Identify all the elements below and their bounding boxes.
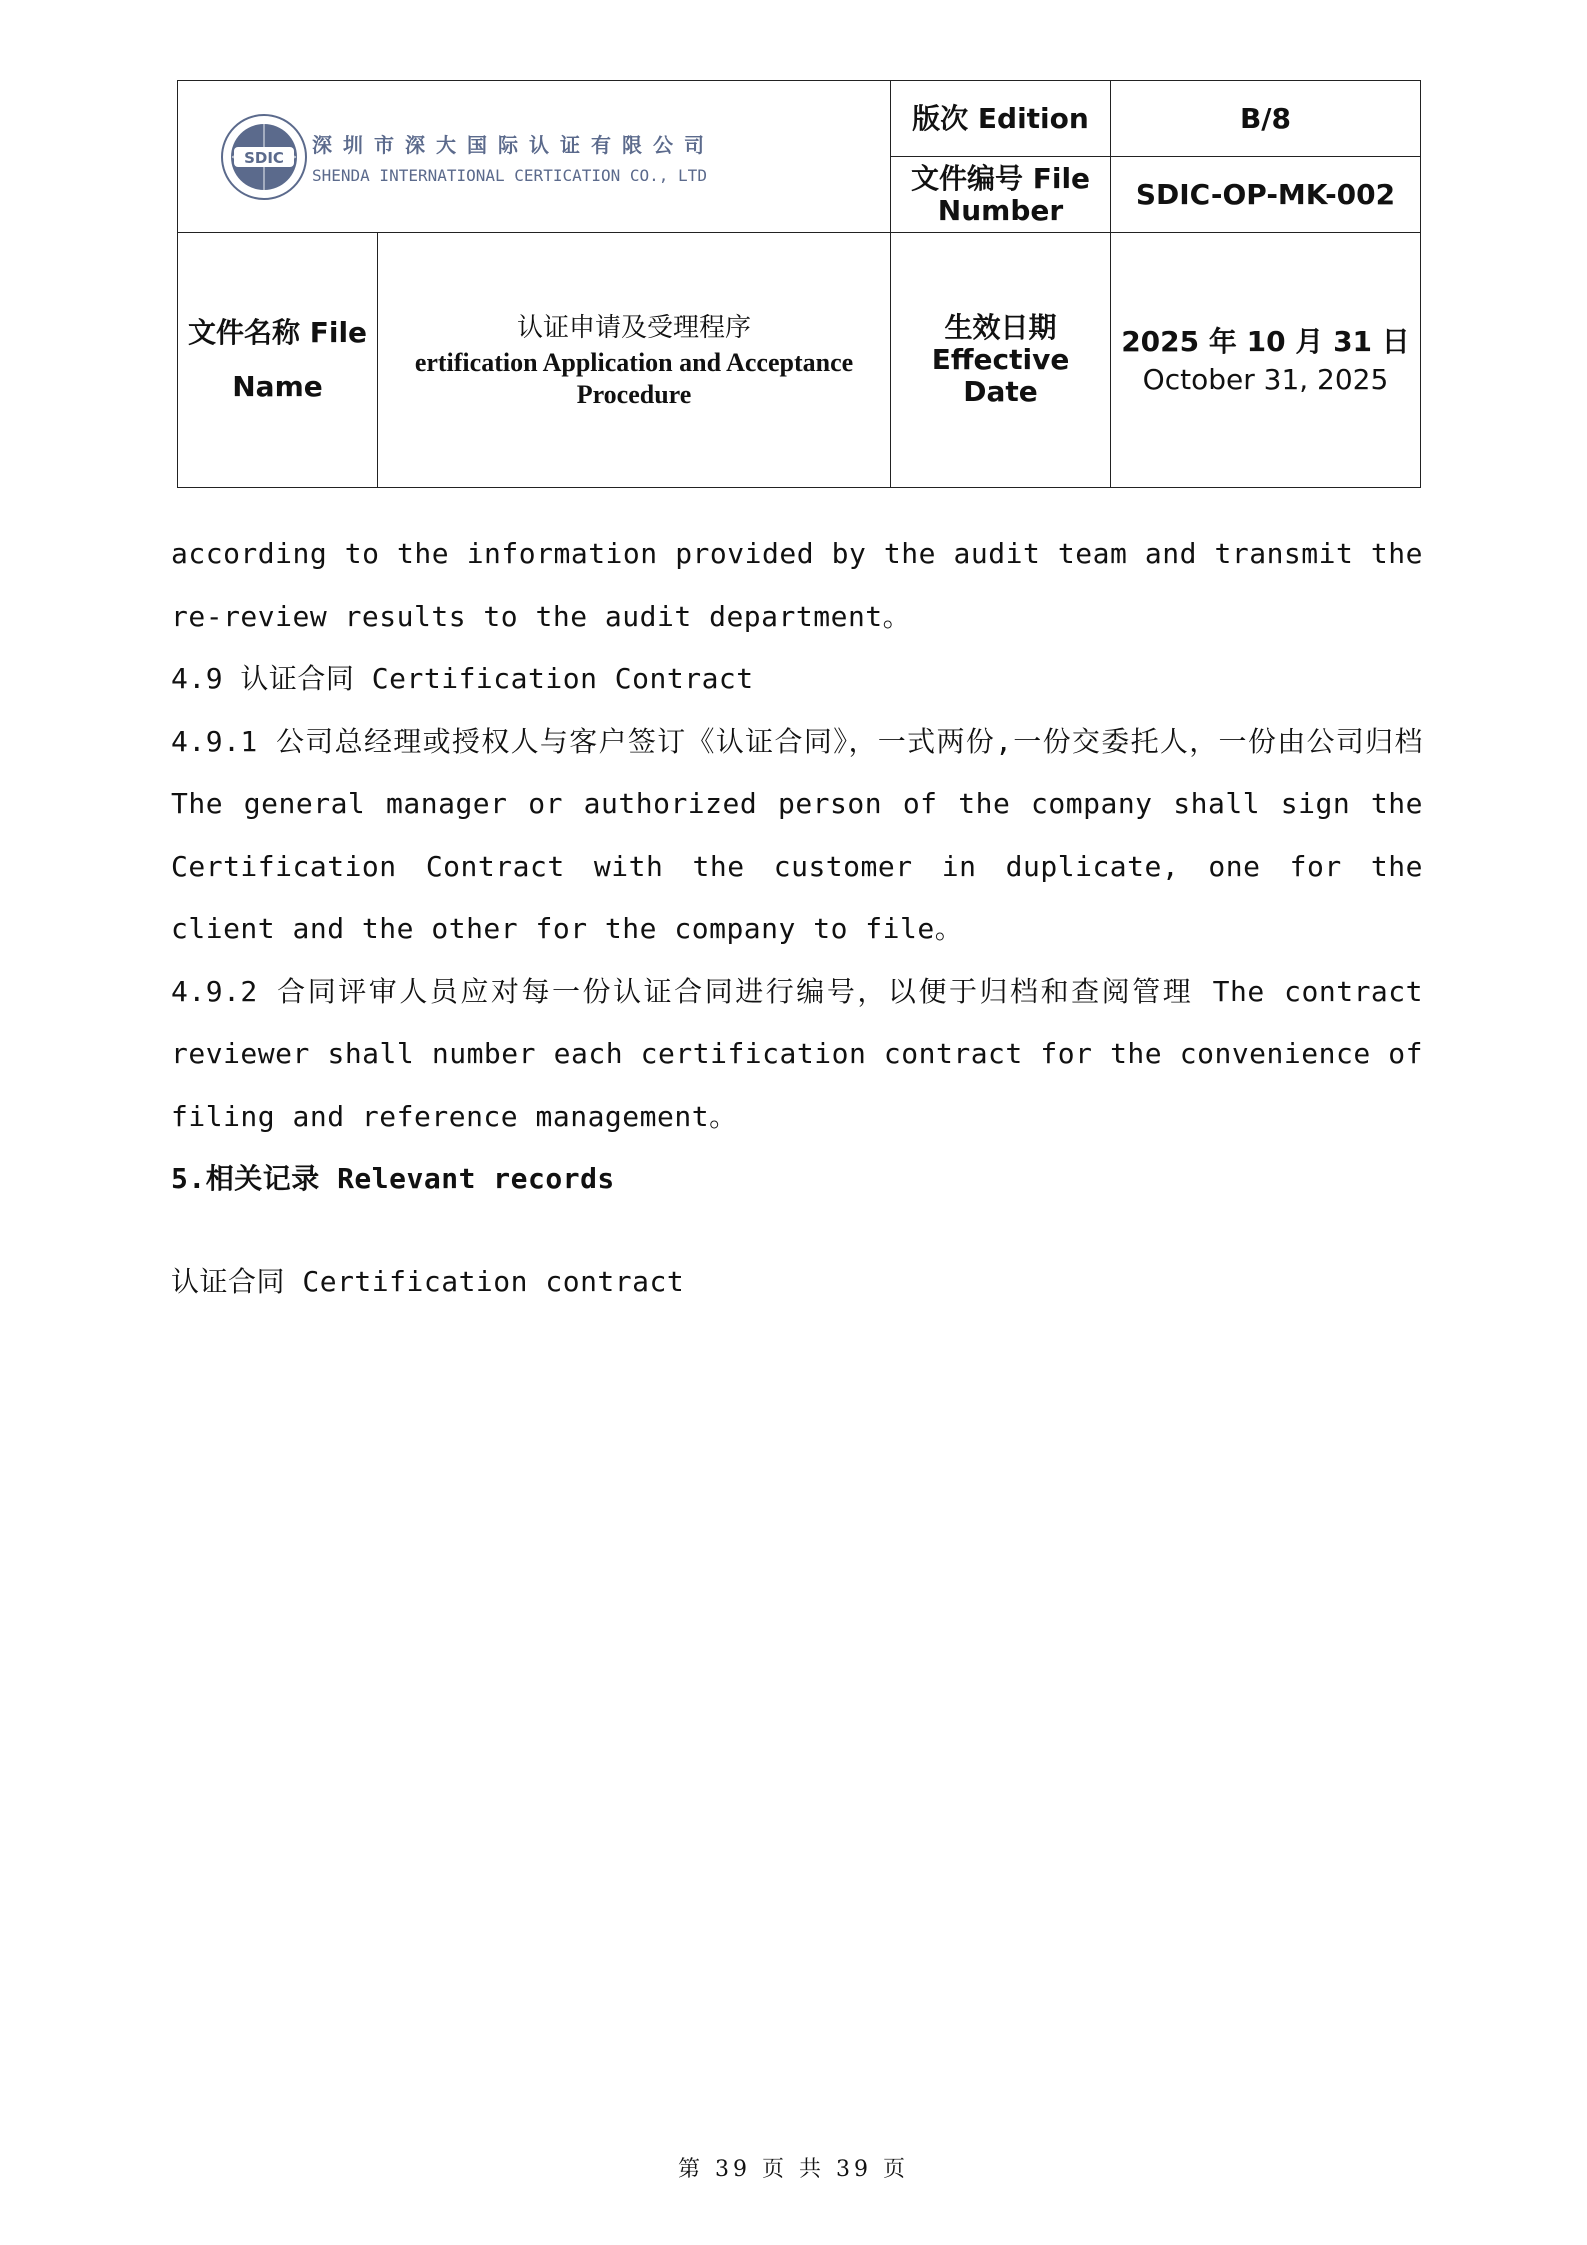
edition-value: B/8 bbox=[1111, 81, 1421, 157]
edition-label: 版次 Edition bbox=[891, 81, 1111, 157]
file-name-label: 文件名称 File Name bbox=[178, 233, 378, 488]
document-title bbox=[378, 233, 891, 488]
document-body bbox=[171, 523, 1423, 1313]
effective-date-cn: 2025 年 10 月 31 日 bbox=[1121, 325, 1410, 358]
file-number-label: 文件编号 File Number bbox=[891, 157, 1111, 233]
document-title-en-line-2: Procedure bbox=[576, 380, 692, 409]
section-heading-5: 5.相关记录 Relevant records bbox=[171, 1162, 615, 1195]
paragraph-4-9-2: 4.9.2 合同评审人员应对每一份认证合同进行编号，以便于归档和查阅管理 The contract reviewer shall number each certification contract for the convenience of filing and reference management。 bbox=[171, 974, 1423, 1133]
effective-date-label: 生效日期 Effective Date bbox=[891, 233, 1111, 488]
document-title-cn: 认证申请及受理程序 bbox=[516, 313, 751, 343]
svg-text:SDIC: SDIC bbox=[244, 148, 284, 167]
document-title-en-line-1: ertification Application and Acceptance bbox=[414, 348, 854, 377]
record-item: 认证合同 Certification contract bbox=[171, 1264, 685, 1298]
paragraph-4-9-1: 4.9.1 公司总经理或授权人与客户签订《认证合同》，一式两份,一份交委托人，一份由公司归档 The general manager or authorized person of the company shall sign the Certification Contract with the customer in duplicate, one for the client and the other for the company to file。 bbox=[171, 724, 1423, 945]
paragraph-re-review: according to the information provided by the audit team and transmit the re-review results to the audit department。 bbox=[171, 537, 1423, 633]
company-name-en: SHENDA INTERNATIONAL CERTICATION CO., LTD bbox=[312, 165, 707, 185]
company-logo-cell bbox=[178, 81, 891, 233]
effective-date-en: October 31, 2025 bbox=[1142, 363, 1389, 396]
file-number-value: SDIC-OP-MK-002 bbox=[1111, 157, 1421, 233]
company-name-cn: 深圳市深大国际认证有限公司 bbox=[312, 132, 715, 157]
document-header-table bbox=[177, 80, 1421, 488]
page-number-footer: 第 39 页 共 39 页 bbox=[678, 2157, 909, 2182]
effective-date-value bbox=[1111, 233, 1421, 488]
section-heading-4-9: 4.9 认证合同 Certification Contract bbox=[171, 662, 754, 695]
company-seal-logo-icon bbox=[220, 113, 308, 201]
